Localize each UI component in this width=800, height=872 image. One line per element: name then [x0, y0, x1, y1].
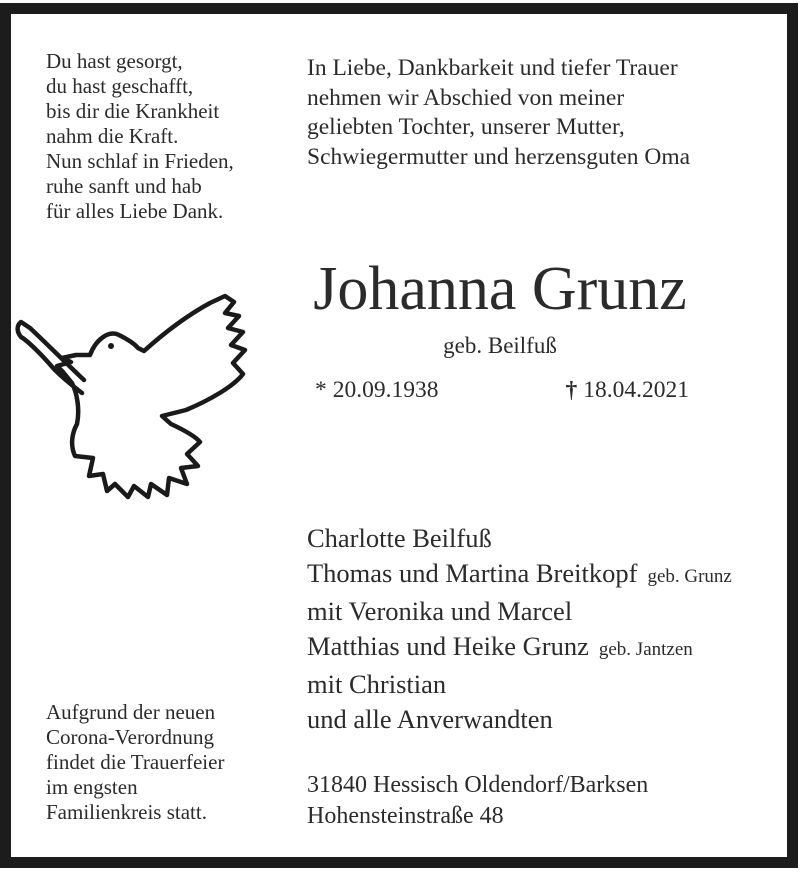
- covid-line: Familienkreis statt.: [46, 800, 207, 824]
- poem-line: Nun schlaf in Frieden,: [46, 149, 234, 173]
- poem-line: für alles Liebe Dank.: [46, 199, 224, 223]
- birth-date-value: 20.09.1938: [332, 377, 439, 403]
- mourner-name: und alle Anverwandten: [307, 704, 553, 734]
- poem-line: Du hast gesorgt,: [46, 49, 183, 73]
- mourner-name: mit Veronika und Marcel: [307, 596, 573, 626]
- mourner-maiden-name: geb. Jantzen: [598, 639, 693, 660]
- covid-line: Aufgrund der neuen: [46, 700, 216, 724]
- mourner-name: Charlotte Beilfuß: [307, 523, 492, 553]
- poem-line: du hast geschafft,: [46, 74, 194, 98]
- address: [307, 770, 648, 832]
- death-date: [566, 376, 690, 404]
- covid-notice: [46, 700, 224, 825]
- death-date-value: 18.04.2021: [583, 377, 689, 403]
- mourner-row: [307, 521, 732, 556]
- mourner-name: Matthias und Heike Grunz: [307, 631, 589, 661]
- life-dates: [307, 376, 693, 404]
- mourner-name: mit Christian: [307, 669, 447, 699]
- mourner-row: [307, 667, 732, 702]
- deceased-name: Johanna Grunz: [313, 255, 687, 323]
- birth-date: [315, 376, 439, 404]
- intro-line: In Liebe, Dankbarkeit und tiefer Trauer: [307, 55, 678, 81]
- covid-line: im engsten: [46, 775, 138, 799]
- maiden-name: geb. Beilfuß: [443, 333, 557, 358]
- poem-line: nahm die Kraft.: [46, 124, 179, 148]
- address-line: 31840 Hessisch Oldendorf/Barksen: [307, 772, 649, 798]
- poem-line: ruhe sanft und hab: [46, 174, 202, 198]
- mourner-row: [307, 702, 732, 737]
- intro-line: nehmen wir Abschied von meiner: [307, 84, 625, 111]
- intro-line: Schwiegermutter und herzensguten Oma: [307, 143, 691, 170]
- mourner-row: [307, 594, 732, 629]
- poem: [46, 49, 234, 224]
- born-symbol: *: [315, 377, 327, 403]
- covid-line: Corona-Verordnung: [46, 725, 214, 749]
- address-line: Hohensteinstraße 48: [307, 803, 504, 829]
- mourner-name: Thomas und Martina Breitkopf: [307, 558, 638, 588]
- covid-line: findet die Trauerfeier: [46, 750, 225, 774]
- mourners-list: [307, 521, 732, 737]
- mourner-maiden-name: geb. Grunz: [647, 566, 732, 587]
- mourner-row: [307, 629, 732, 667]
- dove-icon: [12, 283, 267, 508]
- poem-line: bis dir die Krankheit: [46, 99, 220, 123]
- intro-text: [307, 54, 690, 172]
- intro-line: geliebten Tochter, unserer Mutter,: [307, 114, 625, 140]
- died-cross-symbol: †: [565, 377, 578, 403]
- mourner-row: [307, 556, 732, 594]
